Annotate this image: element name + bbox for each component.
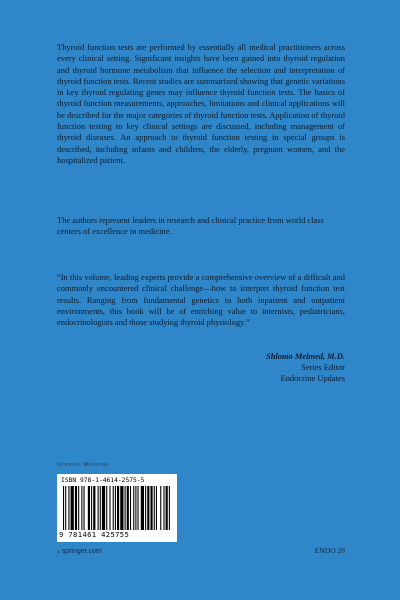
- barcode-bar: [135, 486, 136, 530]
- barcode-bar: [156, 486, 157, 530]
- barcode-bar: [150, 486, 152, 530]
- barcode-bar: [120, 486, 123, 530]
- barcode-bar: [93, 486, 95, 530]
- authors-note: The authors represent leaders in research and clinical practice from world class centers of excellence in medicine.: [57, 215, 324, 237]
- barcode-bar: [154, 486, 155, 530]
- barcode-bar: [115, 486, 116, 530]
- springer-arrow-icon: ›: [57, 547, 60, 556]
- subject-category: Internal Medicine: [57, 462, 109, 468]
- series-code: ENDO 28: [314, 546, 345, 555]
- barcode-bar: [145, 486, 146, 530]
- barcode-bar: [65, 486, 66, 530]
- publisher-mark: [57, 547, 102, 556]
- barcode-bar: [100, 486, 101, 530]
- editor-quote: “In this volume, leading experts provide a comprehensive overview of a difficult and commonly encountered clinical challenge—how to interpret thyroid function test results. Ranging from fundamental genetics to both inpatient and outpatient environments, this book will be of enriching value to internists, pediatricians, endocrinologists and those studying thyroid physiology.”: [57, 272, 345, 328]
- barcode-bar: [75, 486, 77, 530]
- barcode-bars: [63, 486, 171, 530]
- barcode-box: [57, 474, 177, 542]
- barcode-bar: [63, 486, 64, 530]
- barcode-bar: [147, 486, 149, 530]
- barcode-bar: [117, 486, 119, 530]
- publisher-url: springer.com: [61, 548, 102, 555]
- barcode-bar: [78, 486, 79, 530]
- barcode-bar: [113, 486, 114, 530]
- quote-attribution: [266, 351, 345, 385]
- barcode-bar: [163, 486, 164, 530]
- barcode-bar: [88, 486, 90, 530]
- barcode-bar: [68, 486, 69, 530]
- barcode-bar: [102, 486, 105, 530]
- barcode-bar: [138, 486, 139, 530]
- series-name: Endocrine Updates: [280, 373, 345, 384]
- barcode-bar: [130, 486, 131, 530]
- barcode-bar: [169, 486, 170, 530]
- barcode-bar: [133, 486, 134, 530]
- editor-name: Shlomo Melmed, M.D.: [266, 351, 345, 361]
- barcode-bar: [91, 486, 92, 530]
- editor-role: Series Editor: [301, 362, 345, 373]
- barcode-bar: [125, 486, 126, 530]
- book-description: Thyroid function tests are performed by essentially all medical practitioners across every clinical setting. Significant insights have been gained into thyroid regulation and thyroid hormone metabolism that influence the selection and interpretation of thyroid function tests. Recent studies are summarized showing that genetic variations in key thyroid regulating genes may influence thyroid function tests. The basics of thyroid function measurements, approaches, limitations and clinical applications will be described for the major categories of thyroid function tests. Application of thyroid function testing to key clinical settings are discussed, including management of thyroid diseases. An approach to thyroid function testing in special groups is described, including infants and children, the elderly, pregnant women, and the hospitalized patient.: [57, 42, 345, 165]
- isbn-label: ISBN 978-1-4614-2575-5: [61, 477, 145, 484]
- barcode-bar: [84, 486, 85, 530]
- barcode-bar: [141, 486, 144, 530]
- barcode-bar: [71, 486, 74, 530]
- barcode-bar: [127, 486, 129, 530]
- barcode-bar: [166, 486, 168, 530]
- barcode-bar: [106, 486, 107, 530]
- barcode-bar: [160, 486, 161, 530]
- barcode-bar: [98, 486, 99, 530]
- barcode-digits: 9 781461 425755: [59, 530, 130, 539]
- barcode-bar: [81, 486, 82, 530]
- barcode-bar: [109, 486, 110, 530]
